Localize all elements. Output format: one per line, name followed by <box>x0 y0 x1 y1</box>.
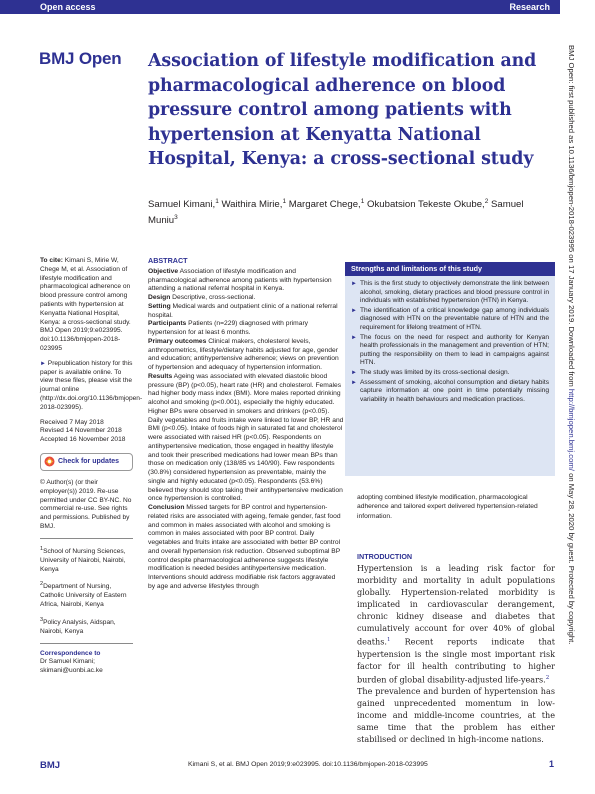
abstract-objective: Objective Association of lifestyle modification and pharmacological adherence among patients with hypertension attending a national referral hospital in Kenya. <box>148 267 332 293</box>
correspondence-name: Dr Samuel Kimani; <box>40 658 95 666</box>
author-affiliation-ref: 1 <box>360 198 365 205</box>
list-item: ► This is the first study to objectively demonstrate the link between alcohol, smoking, dietary practices and blood pressure control in individuals with established hypertension (HTN) in Kenya. <box>351 280 549 305</box>
list-item: ► Assessment of smoking, alcohol consumption and dietary habits capture information at one point in time potentially missing variability in health behaviours and medication practices. <box>351 378 549 403</box>
author-affiliation-ref: 2 <box>484 198 489 205</box>
intro-paragraph: Hypertension is a leading risk factor for morbidity and mortality in adult populations globally. Hypertension-related morbidity is implicated in cardiovascular derangement, chronic kidney disease and diabetes that cumulatively account for over 40% of global deaths.$^1$ Recent reports indicate that hypertension is the single most important risk factor for ill health contributing to higher burden of global disability-adjusted life-years.$^2$ <box>357 563 555 685</box>
bullet-triangle-icon: ► <box>351 379 357 386</box>
citation-block <box>40 257 133 354</box>
divider <box>40 643 133 644</box>
journal-url-link[interactable]: http://bmjopen.bmj.com/ <box>567 388 576 471</box>
history-block <box>40 419 133 445</box>
reference-link[interactable]: 1 <box>387 637 391 643</box>
author-name[interactable]: Margaret Chege, <box>286 199 361 211</box>
author-affiliation-ref: 1 <box>215 198 219 205</box>
footer-bmj-logo: BMJ <box>40 760 61 771</box>
correspondence-email[interactable]: skimani@uonbi.ac.ke <box>40 667 103 675</box>
divider <box>40 538 133 539</box>
cite-text: Kimani S, Mirie W, Chege M, et al. Association of lifestyle modification and pharmacological adherence on blood pressure control among patients with hypertension at Kenyatta National Hospital, Kenya: a cross-sectional study. BMJ Open 2019;9:e023995. doi:10.1136/bmjopen-2018-023995 <box>40 257 131 352</box>
article-sidebar <box>40 257 143 676</box>
cite-label: To cite: <box>40 257 63 264</box>
check-for-updates-label: Check for updates <box>58 457 120 465</box>
strengths-list <box>345 276 555 404</box>
prepub-text[interactable]: Prepublication history for this paper is available online. To view these files, please visit the journal online (http://dx.doi.org/10.1136/bmjopen-2018-023995). <box>40 359 143 411</box>
reference-link[interactable]: 2 <box>545 674 550 681</box>
received-date: Received 7 May 2018 <box>40 418 104 426</box>
abstract-design: Design Descriptive, cross-sectional. <box>148 294 256 301</box>
strengths-limitations-box <box>345 262 555 476</box>
correspondence-block <box>40 650 133 676</box>
abstract-heading: ABSTRACT <box>148 256 188 265</box>
author-affiliation-ref: 3 <box>174 213 178 221</box>
vertical-download-note: BMJ Open: first published as 10.1136/bmjopen-2018-023995 on 17 January 2019. Downloaded from http://bmjopen.bmj.com/ on May 28, 2020 by guest. Protected by copyright. <box>567 45 576 645</box>
page-number: 1 <box>549 759 555 769</box>
affiliation-2: $^2$Department of Nursing, Catholic University of Eastern Africa, Nairobi, Kenya <box>40 581 127 609</box>
article-title: Association of lifestyle modification and pharmacological adherence on blood pressure control among patients with hypertension at Kenyatta National Hospital, Kenya: a cross-sectional study <box>148 51 537 170</box>
list-item: ► The study was limited by its cross-sectional design. <box>351 368 510 376</box>
correspondence-heading: Correspondence to <box>40 649 101 657</box>
author-name[interactable]: Samuel Muniu <box>148 199 524 227</box>
open-access-label: Open access <box>40 2 96 12</box>
abstract-continuation: adopting combined lifestyle modification, pharmacological adherence and tailored expert delivered hypertension-related information. <box>357 494 538 520</box>
revised-date: Revised 14 November 2018 <box>40 427 122 435</box>
bullet-triangle-icon: ► <box>351 369 357 376</box>
abstract-setting: Setting Medical wards and outpatient clinic of a national referral hospital. <box>148 302 338 319</box>
bullet-triangle-icon: ► <box>351 307 357 314</box>
author-affiliation-ref: 1 <box>282 198 287 205</box>
author-name[interactable]: Samuel Kimani, <box>148 199 216 211</box>
introduction-heading: INTRODUCTION <box>357 552 413 561</box>
introduction-body <box>357 562 555 745</box>
crossmark-icon <box>44 456 55 467</box>
list-item: ► The focus on the need for respect and authority for Kenyan health professionals in the management and prevention of HTN; putting the responsibility on them to lead in campaigns against HTN. <box>351 333 549 367</box>
author-name[interactable]: Waithira Mirie, <box>218 199 283 211</box>
list-item: ► The identification of a critical knowledge gap among individuals diagnosed with HTN on the preventable nature of HTN and the requirement for lifelong treatment of HTN. <box>351 306 549 331</box>
author-list <box>148 196 553 228</box>
copyright-block: © Author(s) (or their employer(s)) 2019. Re-use permitted under CC BY-NC. No commercial re-use. See rights and permissions. Published by BMJ. <box>40 478 132 530</box>
top-bar <box>0 0 560 14</box>
bullet-triangle-icon: ► <box>351 334 357 341</box>
strengths-heading: Strengths and limitations of this study <box>345 262 555 276</box>
footer-citation: Kimani S, et al. BMJ Open 2019;9:e023995. doi:10.1136/bmjopen-2018-023995 <box>188 761 428 768</box>
affiliation-1: $^1$School of Nursing Sciences, University of Nairobi, Nairobi, Kenya <box>40 545 126 573</box>
intro-paragraph: The prevalence and burden of hypertension has gained unprecedented momentum in low-income and middle-income countries, at the same time that the problem has either stabilised or declined in high-income nations. <box>357 686 555 745</box>
arrow-icon: ► <box>40 360 46 367</box>
bullet-triangle-icon: ► <box>351 281 357 287</box>
abstract-conclusion: Conclusion Missed targets for BP control and hypertension-related risks are associated with ageing, female gender, fast food and common in males associated with alcohol and smoking is common in males associated with poor BP control. Daily vegetables and fruits intake are associated with better BP control and overall hypertension risk reduction. Observed suboptimal BP control despite pharmacological adherence suggests lifestyle modification is needed besides antihypertensive medication. Interventions should address modifiable risk factors aggravated by age and adverse lifestyles through <box>148 504 341 590</box>
check-for-updates-button[interactable] <box>40 453 133 471</box>
abstract-outcomes: Primary outcomes Clinical makers, cholesterol levels, anthropometrics, lifestyle/dietary habits adjusted for age, gender and education; antihypertensive adherence; views on prevention of hypertension and adequacy of hypertension information. <box>148 337 339 371</box>
prepub-block <box>40 359 143 413</box>
affiliation-3: $^3$Policy Analysis, Aidspan, Nairobi, Kenya <box>40 616 116 635</box>
accepted-date: Accepted 16 November 2018 <box>40 436 126 444</box>
abstract-results: Results Ageing was associated with elevated diastolic blood pressure (BP) (p<0.05), heart rate (HR) and cholesterol. Females had higher body mass index (BMI). More males reported drinking alcohol and smoking (p<0.001), especially the highly educated. Higher BPs were observed in smokers and drinkers (p<0.05). Daily vegetables and fruits intake were linked to lower BP, HR and BMI (p<0.05). Intake of foods high in saturated fat and cholesterol were associated with raised HR (p<0.05). Respondents on antihypertensive medication, those engaged in healthy lifestyle and took their prescribed medications had lower mean BPs than those on medication only (138/85 vs 140/90). Few respondents (30.8%) considered hypertension as preventable, mainly the single and highly educated (p<0.05). Respondents (53.6%) believed they should stop taking their antihypertensive medication once hypertension is controlled. <box>148 372 344 503</box>
abstract-participants: Participants Patients (n=229) diagnosed with primary hypertension for at least 6 months. <box>148 320 309 336</box>
journal-logo: BMJ Open <box>39 49 122 68</box>
abstract <box>148 257 344 592</box>
research-label: Research <box>509 2 550 12</box>
author-name[interactable]: Okubatsion Tekeste Okube, <box>364 199 485 211</box>
